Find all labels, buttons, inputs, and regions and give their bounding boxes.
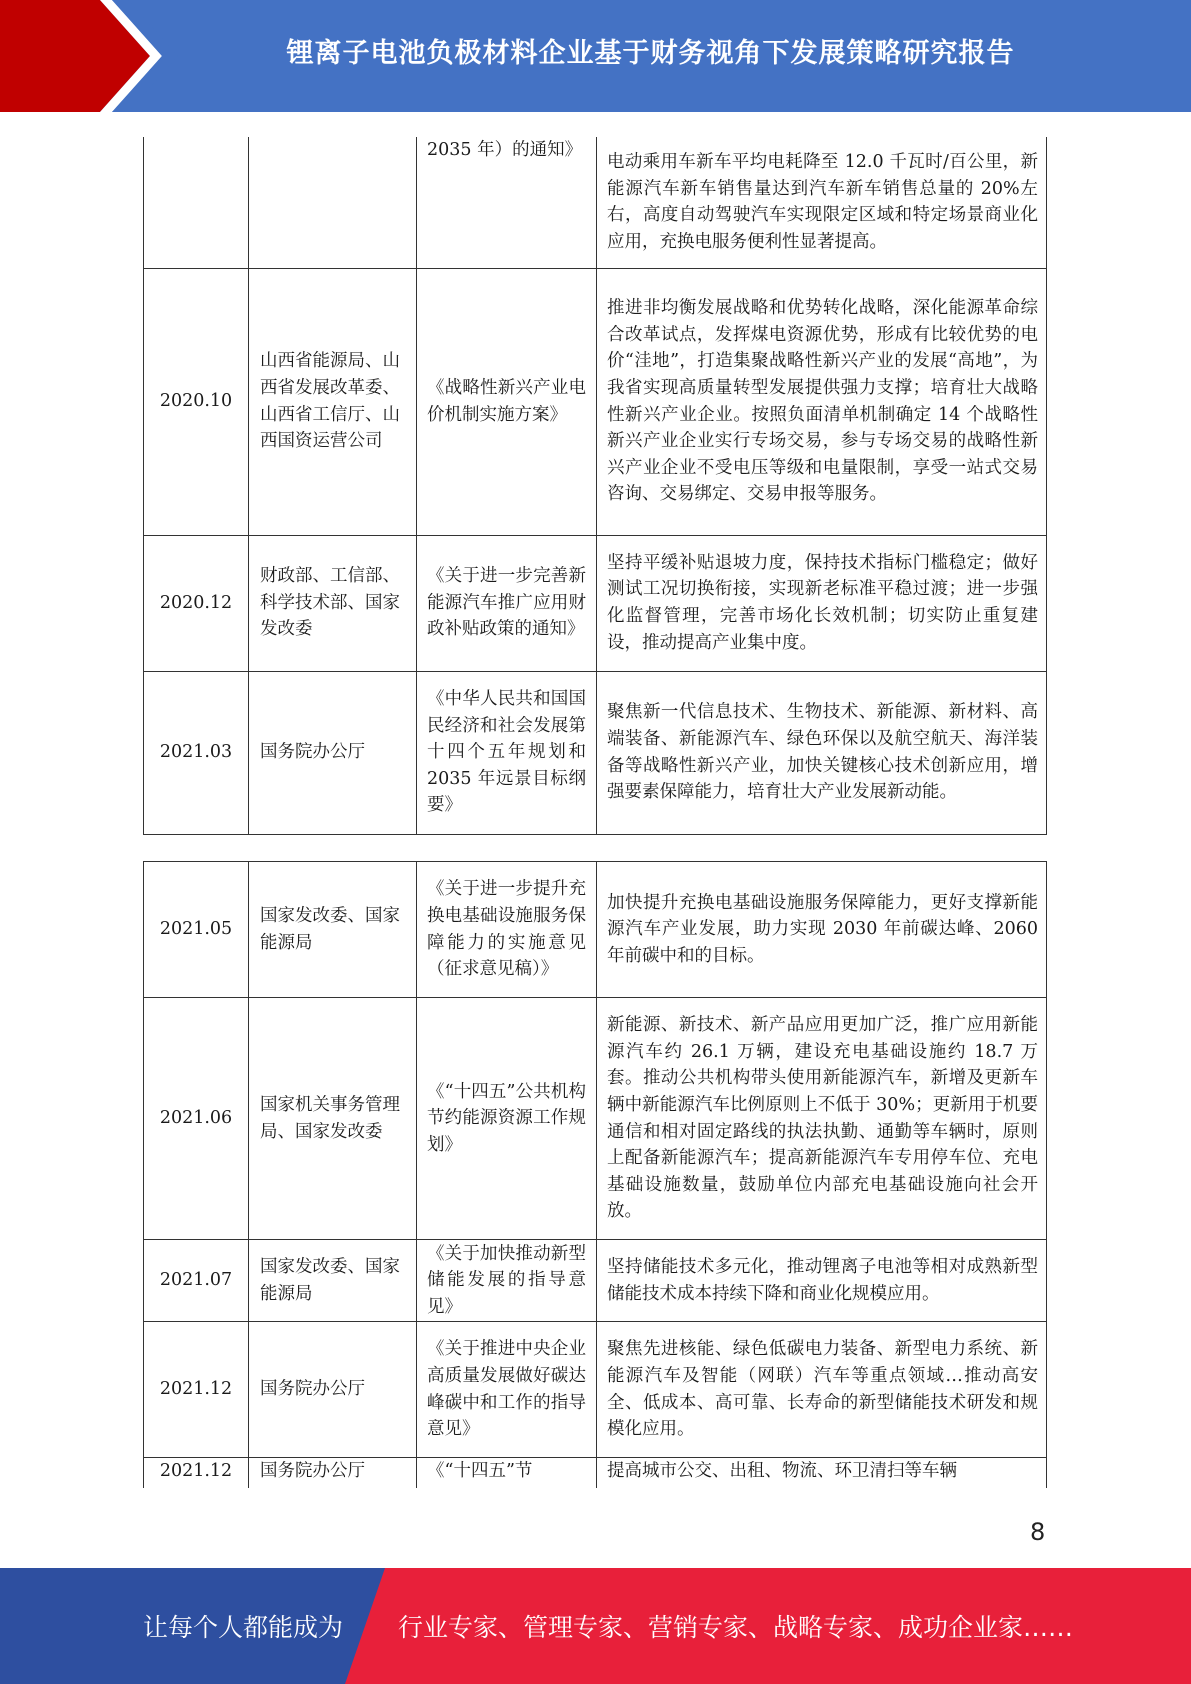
table-row (144, 862, 1047, 998)
date-cell: 2021.12 (144, 1458, 249, 1488)
doc-cell: 《关于推进中央企业高质量发展做好碳达峰碳中和工作的指导意见》 (417, 1322, 597, 1458)
org-cell: 国家发改委、国家能源局 (249, 862, 417, 998)
org-cell: 山西省能源局、山西省发展改革委、山西省工信厅、山西国资运营公司 (249, 268, 417, 535)
table-row (144, 137, 1047, 268)
doc-cell: 《战略性新兴产业电价机制实施方案》 (417, 268, 597, 535)
content-cell: 聚焦先进核能、绿色低碳电力装备、新型电力系统、新能源汽车及智能（网联）汽车等重点领域…推动高安全、低成本、高可靠、长寿命的新型储能技术研发和规模化应用。 (597, 1322, 1047, 1458)
date-cell: 2021.05 (144, 862, 249, 998)
content-cell: 坚持平缓补贴退坡力度，保持技术指标门槛稳定；做好测试工况切换衔接，实现新老标准平稳过渡；进一步强化监督管理，完善市场化长效机制；切实防止重复建设，推动提高产业集中度。 (597, 535, 1047, 671)
date-cell: 2021.06 (144, 998, 249, 1240)
doc-cell: 《“十四五”节 (417, 1458, 597, 1488)
content-cell: 电动乘用车新车平均电耗降至 12.0 千瓦时/百公里，新能源汽车新车销售量达到汽车新车销售总量的 20%左右，高度自动驾驶汽车实现限定区域和特定场景商业化应用，充换电服务便利性显著提高。 (597, 137, 1047, 268)
org-cell (249, 137, 417, 268)
doc-cell: 《“十四五”公共机构节约能源资源工作规划》 (417, 998, 597, 1240)
org-cell: 国务院办公厅 (249, 671, 417, 834)
table-row (144, 268, 1047, 535)
date-cell: 2020.10 (144, 268, 249, 535)
doc-cell: 2035 年）的通知》 (417, 137, 597, 268)
org-cell: 国家机关事务管理局、国家发改委 (249, 998, 417, 1240)
date-cell: 2021.12 (144, 1322, 249, 1458)
org-cell: 国务院办公厅 (249, 1322, 417, 1458)
content-cell: 提高城市公交、出租、物流、环卫清扫等车辆 (597, 1458, 1047, 1488)
report-title: 锂离子电池负极材料企业基于财务视角下发展策略研究报告 (286, 37, 1015, 69)
policy-table-part-2 (143, 861, 1047, 1488)
content-cell: 坚持储能技术多元化，推动锂离子电池等相对成熟新型储能技术成本持续下降和商业化规模应用。 (597, 1240, 1047, 1322)
date-cell: 2021.03 (144, 671, 249, 834)
doc-cell: 《关于加快推动新型储能发展的指导意见》 (417, 1240, 597, 1322)
footer-slogan-left: 让每个人都能成为 (143, 1613, 344, 1642)
content-cell: 新能源、新技术、新产品应用更加广泛，推广应用新能源汽车约 26.1 万辆，建设充电基础设施约 18.7 万套。推动公共机构带头使用新能源汽车，新增及更新车辆中新能源汽车比例原则上不低于 30%；更新用于机要通信和相对固定路线的执法执勤、通勤等车辆时，原则上配备新能源汽车；提高新能源汽车专用停车位、充电基础设施数量，鼓励单位内部充电基础设施向社会开放。 (597, 998, 1047, 1240)
policy-table-part-1 (143, 137, 1047, 835)
table-row (144, 1322, 1047, 1458)
date-cell: 2021.07 (144, 1240, 249, 1322)
table-row (144, 1240, 1047, 1322)
content-cell: 加快提升充换电基础设施服务保障能力，更好支撑新能源汽车产业发展，助力实现 2030 年前碳达峰、2060 年前碳中和的目标。 (597, 862, 1047, 998)
content-cell: 聚焦新一代信息技术、生物技术、新能源、新材料、高端装备、新能源汽车、绿色环保以及航空航天、海洋装备等战略性新兴产业，加快关键核心技术创新应用，增强要素保障能力，培育壮大产业发展新动能。 (597, 671, 1047, 834)
date-cell: 2020.12 (144, 535, 249, 671)
content-cell: 推进非均衡发展战略和优势转化战略，深化能源革命综合改革试点，发挥煤电资源优势，形成有比较优势的电价“洼地”，打造集聚战略性新兴产业的发展“高地”，为我省实现高质量转型发展提供强力支撑；培育壮大战略性新兴产业企业。按照负面清单机制确定 14 个战略性新兴产业企业实行专场交易，参与专场交易的战略性新兴产业企业不受电压等级和电量限制，享受一站式交易咨询、交易绑定、交易申报等服务。 (597, 268, 1047, 535)
org-cell: 国家发改委、国家能源局 (249, 1240, 417, 1322)
org-cell: 国务院办公厅 (249, 1458, 417, 1488)
table-row (144, 535, 1047, 671)
doc-cell: 《关于进一步完善新能源汽车推广应用财政补贴政策的通知》 (417, 535, 597, 671)
page-footer (0, 1568, 1191, 1684)
table-row (144, 1458, 1047, 1488)
page-number: 8 (1030, 1518, 1046, 1546)
doc-cell: 《关于进一步提升充换电基础设施服务保障能力的实施意见（征求意见稿）》 (417, 862, 597, 998)
table-row (144, 998, 1047, 1240)
table-row (144, 671, 1047, 834)
date-cell (144, 137, 249, 268)
doc-cell: 《中华人民共和国国民经济和社会发展第十四个五年规划和 2035 年远景目标纲要》 (417, 671, 597, 834)
footer-slogan-right: 行业专家、管理专家、营销专家、战略专家、成功企业家…… (398, 1613, 1074, 1642)
page-header (0, 0, 1191, 112)
org-cell: 财政部、工信部、科学技术部、国家发改委 (249, 535, 417, 671)
